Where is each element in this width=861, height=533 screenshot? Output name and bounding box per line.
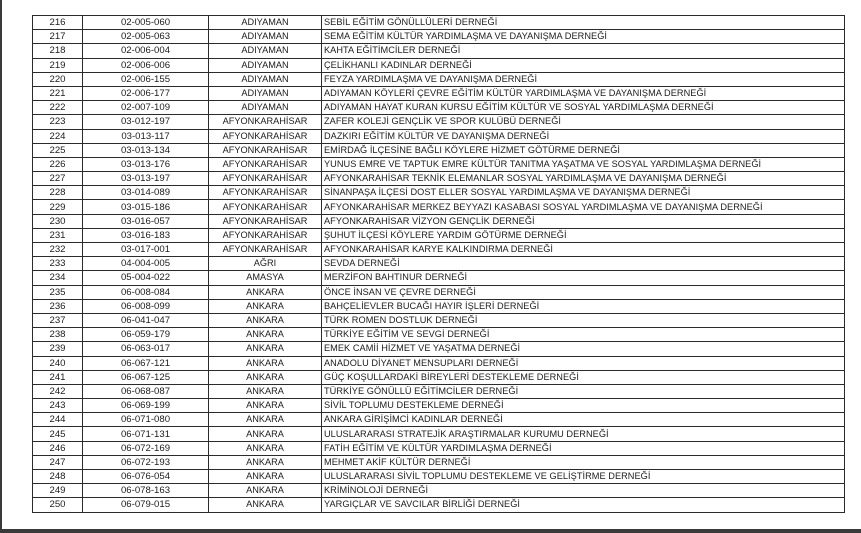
registry-code-cell: 05-004-022 <box>83 271 209 285</box>
row-number-cell: 243 <box>33 399 83 413</box>
row-number-cell: 222 <box>33 101 83 115</box>
registry-code-cell: 06-069-199 <box>83 399 209 413</box>
city-cell: AFYONKARAHİSAR <box>209 129 322 143</box>
table-row <box>33 498 845 512</box>
registry-code-cell: 06-071-131 <box>83 427 209 441</box>
table-row <box>33 285 845 299</box>
row-number-cell: 237 <box>33 313 83 327</box>
city-cell: AFYONKARAHİSAR <box>209 228 322 242</box>
table-row <box>33 427 845 441</box>
row-number-cell: 240 <box>33 356 83 370</box>
registry-code-cell: 03-013-134 <box>83 143 209 157</box>
table-row <box>33 384 845 398</box>
registry-code-cell: 06-071-080 <box>83 413 209 427</box>
association-name-cell: ANKARA GİRİŞİMCİ KADINLAR DERNEĞİ <box>322 413 845 427</box>
city-cell: AFYONKARAHİSAR <box>209 200 322 214</box>
row-number-cell: 223 <box>33 115 83 129</box>
association-name-cell: FATİH EĞİTİM VE KÜLTÜR YARDIMLAŞMA DERNEĞİ <box>322 441 845 455</box>
table-row <box>33 313 845 327</box>
registry-code-cell: 06-067-121 <box>83 356 209 370</box>
city-cell: ANKARA <box>209 427 322 441</box>
association-name-cell: ANADOLU DİYANET MENSUPLARI DERNEĞİ <box>322 356 845 370</box>
association-name-cell: ADIYAMAN HAYAT KURAN KURSU EĞİTİM KÜLTÜR VE SOSYAL YARDIMLAŞMA DERNEĞİ <box>322 101 845 115</box>
row-number-cell: 244 <box>33 413 83 427</box>
city-cell: ANKARA <box>209 455 322 469</box>
table-row <box>33 257 845 271</box>
row-number-cell: 235 <box>33 285 83 299</box>
row-number-cell: 236 <box>33 299 83 313</box>
city-cell: ANKARA <box>209 413 322 427</box>
association-name-cell: SİNANPAŞA İLÇESİ DOST ELLER SOSYAL YARDIMLAŞMA VE DAYANIŞMA DERNEĞİ <box>322 186 845 200</box>
registry-code-cell: 03-016-183 <box>83 228 209 242</box>
row-number-cell: 234 <box>33 271 83 285</box>
row-number-cell: 221 <box>33 86 83 100</box>
table-row <box>33 484 845 498</box>
row-number-cell: 229 <box>33 200 83 214</box>
registry-code-cell: 02-006-177 <box>83 86 209 100</box>
association-name-cell: TÜRK ROMEN DOSTLUK DERNEĞİ <box>322 313 845 327</box>
row-number-cell: 217 <box>33 30 83 44</box>
association-name-cell: SİVİL TOPLUMU DESTEKLEME DERNEĞİ <box>322 399 845 413</box>
registry-code-cell: 06-008-084 <box>83 285 209 299</box>
table-row <box>33 186 845 200</box>
registry-code-cell: 03-016-057 <box>83 214 209 228</box>
city-cell: ADIYAMAN <box>209 30 322 44</box>
registry-code-cell: 06-008-099 <box>83 299 209 313</box>
association-name-cell: ULUSLARARASI SİVİL TOPLUMU DESTEKLEME VE GELİŞTİRME DERNEĞİ <box>322 470 845 484</box>
table-row <box>33 214 845 228</box>
registry-code-cell: 03-015-186 <box>83 200 209 214</box>
association-name-cell: AFYONKARAHİSAR TEKNİK ELEMANLAR SOSYAL YARDIMLAŞMA VE DAYANIŞMA DERNEĞİ <box>322 172 845 186</box>
table-row <box>33 243 845 257</box>
registry-code-cell: 02-007-109 <box>83 101 209 115</box>
table-row <box>33 228 845 242</box>
table-row <box>33 16 845 30</box>
association-name-cell: AFYONKARAHİSAR VİZYON GENÇLİK DERNEĞİ <box>322 214 845 228</box>
viewer-left-border <box>0 0 2 533</box>
association-name-cell: SEBİL EĞİTİM GÖNÜLLÜLERİ DERNEĞİ <box>322 16 845 30</box>
row-number-cell: 216 <box>33 16 83 30</box>
table-row <box>33 328 845 342</box>
city-cell: ANKARA <box>209 498 322 512</box>
table-row <box>33 115 845 129</box>
table-row <box>33 101 845 115</box>
registry-code-cell: 02-006-006 <box>83 58 209 72</box>
registry-code-cell: 06-078-163 <box>83 484 209 498</box>
registry-code-cell: 06-076-054 <box>83 470 209 484</box>
table-row <box>33 86 845 100</box>
table-row <box>33 413 845 427</box>
city-cell: AFYONKARAHİSAR <box>209 214 322 228</box>
table-row <box>33 455 845 469</box>
city-cell: AFYONKARAHİSAR <box>209 143 322 157</box>
association-name-cell: EMEK CAMİİ HİZMET VE YAŞATMA DERNEĞİ <box>322 342 845 356</box>
table-row <box>33 30 845 44</box>
row-number-cell: 218 <box>33 44 83 58</box>
row-number-cell: 227 <box>33 172 83 186</box>
row-number-cell: 225 <box>33 143 83 157</box>
city-cell: ANKARA <box>209 328 322 342</box>
row-number-cell: 249 <box>33 484 83 498</box>
row-number-cell: 242 <box>33 384 83 398</box>
registry-code-cell: 03-013-176 <box>83 157 209 171</box>
viewer-bottom-bar <box>0 529 861 533</box>
city-cell: ADIYAMAN <box>209 101 322 115</box>
association-name-cell: ULUSLARARASI STRATEJİK ARAŞTIRMALAR KURUMU DERNEĞİ <box>322 427 845 441</box>
row-number-cell: 238 <box>33 328 83 342</box>
city-cell: AFYONKARAHİSAR <box>209 172 322 186</box>
table-body <box>33 16 845 513</box>
association-name-cell: DAZKIRI EĞİTİM KÜLTÜR VE DAYANIŞMA DERNEĞİ <box>322 129 845 143</box>
table-row <box>33 441 845 455</box>
association-name-cell: KRİMİNOLOJİ DERNEĞİ <box>322 484 845 498</box>
city-cell: ANKARA <box>209 470 322 484</box>
registry-code-cell: 06-041-047 <box>83 313 209 327</box>
table-row <box>33 299 845 313</box>
association-name-cell: ŞUHUT İLÇESİ KÖYLERE YARDIM GÖTÜRME DERNEĞİ <box>322 228 845 242</box>
city-cell: AĞRI <box>209 257 322 271</box>
row-number-cell: 232 <box>33 243 83 257</box>
registry-code-cell: 03-012-197 <box>83 115 209 129</box>
association-name-cell: ÖNCE İNSAN VE ÇEVRE DERNEĞİ <box>322 285 845 299</box>
association-name-cell: AFYONKARAHİSAR MERKEZ BEYYAZI KASABASI SOSYAL YARDIMLAŞMA VE DAYANIŞMA DERNEĞİ <box>322 200 845 214</box>
association-name-cell: AFYONKARAHİSAR KARYE KALKINDIRMA DERNEĞİ <box>322 243 845 257</box>
registry-code-cell: 06-059-179 <box>83 328 209 342</box>
registry-code-cell: 03-014-089 <box>83 186 209 200</box>
association-name-cell: ÇELİKHANLI KADINLAR DERNEĞİ <box>322 58 845 72</box>
association-name-cell: BAHÇELİEVLER BUCAĞI HAYIR İŞLERİ DERNEĞİ <box>322 299 845 313</box>
city-cell: ADIYAMAN <box>209 58 322 72</box>
row-number-cell: 230 <box>33 214 83 228</box>
city-cell: ANKARA <box>209 299 322 313</box>
row-number-cell: 245 <box>33 427 83 441</box>
city-cell: AFYONKARAHİSAR <box>209 243 322 257</box>
city-cell: ANKARA <box>209 285 322 299</box>
registry-code-cell: 06-067-125 <box>83 370 209 384</box>
registry-code-cell: 06-072-193 <box>83 455 209 469</box>
registry-code-cell: 06-063-017 <box>83 342 209 356</box>
registry-code-cell: 03-017-001 <box>83 243 209 257</box>
registry-code-cell: 04-004-005 <box>83 257 209 271</box>
registry-code-cell: 02-005-063 <box>83 30 209 44</box>
row-number-cell: 233 <box>33 257 83 271</box>
row-number-cell: 220 <box>33 72 83 86</box>
table-row <box>33 470 845 484</box>
table-row <box>33 58 845 72</box>
city-cell: ADIYAMAN <box>209 72 322 86</box>
registry-code-cell: 06-072-169 <box>83 441 209 455</box>
row-number-cell: 246 <box>33 441 83 455</box>
registry-code-cell: 02-006-004 <box>83 44 209 58</box>
table-row <box>33 72 845 86</box>
row-number-cell: 250 <box>33 498 83 512</box>
association-name-cell: ADIYAMAN KÖYLERİ ÇEVRE EĞİTİM KÜLTÜR YARDIMLAŞMA VE DAYANIŞMA DERNEĞİ <box>322 86 845 100</box>
association-name-cell: ZAFER KOLEJİ GENÇLİK VE SPOR KULÜBÜ DERNEĞİ <box>322 115 845 129</box>
table-row <box>33 399 845 413</box>
table-row <box>33 356 845 370</box>
city-cell: AFYONKARAHİSAR <box>209 186 322 200</box>
registry-code-cell: 06-079-015 <box>83 498 209 512</box>
table-row <box>33 271 845 285</box>
city-cell: AMASYA <box>209 271 322 285</box>
city-cell: ANKARA <box>209 342 322 356</box>
city-cell: AFYONKARAHİSAR <box>209 115 322 129</box>
registry-code-cell: 03-013-117 <box>83 129 209 143</box>
table-row <box>33 143 845 157</box>
city-cell: ADIYAMAN <box>209 16 322 30</box>
association-name-cell: GÜÇ KOŞULLARDAKİ BİREYLERİ DESTEKLEME DERNEĞİ <box>322 370 845 384</box>
association-name-cell: SEVDA DERNEĞİ <box>322 257 845 271</box>
association-name-cell: TÜRKİYE GÖNÜLLÜ EĞİTİMCİLER DERNEĞİ <box>322 384 845 398</box>
registry-code-cell: 02-005-060 <box>83 16 209 30</box>
table-row <box>33 172 845 186</box>
association-name-cell: YUNUS EMRE VE TAPTUK EMRE KÜLTÜR TANITMA YAŞATMA VE SOSYAL YARDIMLAŞMA DERNEĞİ <box>322 157 845 171</box>
row-number-cell: 226 <box>33 157 83 171</box>
city-cell: ANKARA <box>209 356 322 370</box>
association-name-cell: FEYZA YARDIMLAŞMA VE DAYANIŞMA DERNEĞİ <box>322 72 845 86</box>
city-cell: ANKARA <box>209 384 322 398</box>
city-cell: ADIYAMAN <box>209 86 322 100</box>
row-number-cell: 228 <box>33 186 83 200</box>
association-name-cell: EMİRDAĞ İLÇESİNE BAĞLI KÖYLERE HİZMET GÖTÜRME DERNEĞİ <box>322 143 845 157</box>
registry-code-cell: 06-068-087 <box>83 384 209 398</box>
registry-code-cell: 02-006-155 <box>83 72 209 86</box>
table-row <box>33 157 845 171</box>
row-number-cell: 247 <box>33 455 83 469</box>
table-row <box>33 44 845 58</box>
row-number-cell: 248 <box>33 470 83 484</box>
table-row <box>33 370 845 384</box>
document-page <box>32 15 844 513</box>
city-cell: ANKARA <box>209 484 322 498</box>
city-cell: AFYONKARAHİSAR <box>209 157 322 171</box>
association-name-cell: TÜRKİYE EĞİTİM VE SEVGİ DERNEĞİ <box>322 328 845 342</box>
association-name-cell: YARGIÇLAR VE SAVCILAR BİRLİĞİ DERNEĞİ <box>322 498 845 512</box>
associations-table <box>32 15 845 513</box>
table-row <box>33 200 845 214</box>
row-number-cell: 224 <box>33 129 83 143</box>
table-row <box>33 342 845 356</box>
row-number-cell: 239 <box>33 342 83 356</box>
association-name-cell: MEHMET AKİF KÜLTÜR DERNEĞİ <box>322 455 845 469</box>
row-number-cell: 241 <box>33 370 83 384</box>
city-cell: ADIYAMAN <box>209 44 322 58</box>
row-number-cell: 231 <box>33 228 83 242</box>
table-row <box>33 129 845 143</box>
city-cell: ANKARA <box>209 399 322 413</box>
row-number-cell: 219 <box>33 58 83 72</box>
association-name-cell: MERZİFON BAHTINUR DERNEĞİ <box>322 271 845 285</box>
association-name-cell: SEMA EĞİTİM KÜLTÜR YARDIMLAŞMA VE DAYANIŞMA DERNEĞİ <box>322 30 845 44</box>
city-cell: ANKARA <box>209 313 322 327</box>
association-name-cell: KAHTA EĞİTİMCİLER DERNEĞİ <box>322 44 845 58</box>
city-cell: ANKARA <box>209 370 322 384</box>
city-cell: ANKARA <box>209 441 322 455</box>
registry-code-cell: 03-013-197 <box>83 172 209 186</box>
